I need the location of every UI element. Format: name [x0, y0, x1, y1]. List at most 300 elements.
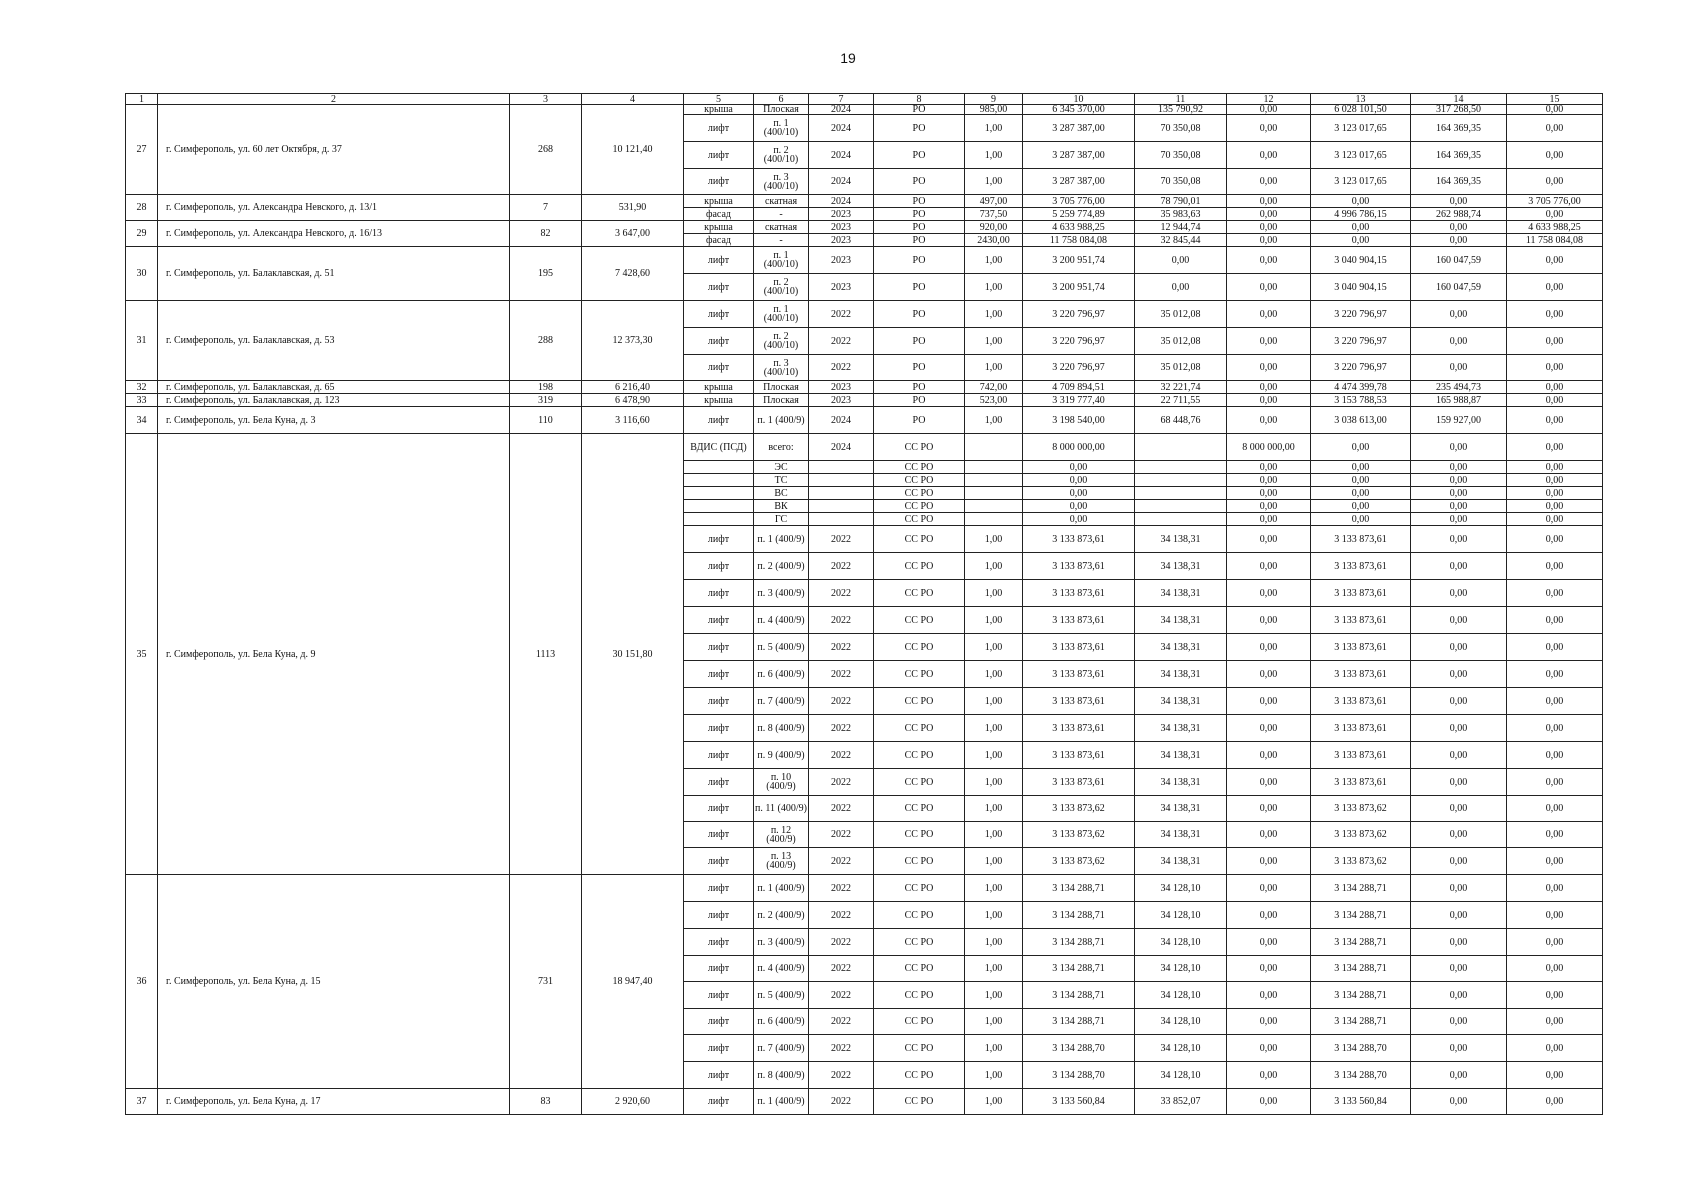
cell-col-13: 3 133 873,61	[1311, 580, 1411, 607]
cell-col-8: СС РО	[874, 526, 965, 553]
cell-col-11: 68 448,76	[1135, 407, 1227, 434]
cell-col-15: 0,00	[1507, 1062, 1603, 1089]
cell-col-11: 70 350,08	[1135, 115, 1227, 142]
cell-col-12: 0,00	[1227, 115, 1311, 142]
cell-col-6: п. 10 (400/9)	[754, 769, 809, 796]
cell-col-12: 0,00	[1227, 688, 1311, 715]
cell-col-15: 0,00	[1507, 169, 1603, 195]
apartments-cell: 110	[510, 407, 582, 434]
cell-col-5: лифт	[684, 407, 754, 434]
cell-col-9: 1,00	[965, 580, 1023, 607]
cell-col-15: 0,00	[1507, 513, 1603, 526]
cell-col-9: 1,00	[965, 902, 1023, 929]
address-cell: г. Симферополь, ул. Бела Куна, д. 9	[158, 434, 510, 875]
cell-col-10: 0,00	[1023, 500, 1135, 513]
row-number-cell: 36	[126, 875, 158, 1089]
cell-col-5: крыша	[684, 381, 754, 394]
cell-col-13: 3 220 796,97	[1311, 301, 1411, 328]
cell-col-14: 0,00	[1411, 195, 1507, 208]
cell-col-11	[1135, 487, 1227, 500]
column-header: 10	[1023, 94, 1135, 105]
cell-col-7: 2022	[809, 956, 874, 982]
cell-col-6: скатная	[754, 221, 809, 234]
cell-col-6: п. 1 (400/9)	[754, 875, 809, 902]
table-row	[126, 1089, 1603, 1115]
cell-col-10: 3 134 288,71	[1023, 956, 1135, 982]
cell-col-9: 1,00	[965, 607, 1023, 634]
cell-col-5	[684, 461, 754, 474]
cell-col-14: 0,00	[1411, 487, 1507, 500]
column-header: 7	[809, 94, 874, 105]
cell-col-12: 0,00	[1227, 381, 1311, 394]
cell-col-6: Плоская	[754, 381, 809, 394]
cell-col-9: 985,00	[965, 105, 1023, 115]
cell-col-13: 3 134 288,71	[1311, 875, 1411, 902]
cell-col-7: 2024	[809, 407, 874, 434]
cell-col-7: 2022	[809, 355, 874, 381]
cell-col-8: СС РО	[874, 1089, 965, 1115]
cell-col-5: лифт	[684, 115, 754, 142]
cell-col-14: 317 268,50	[1411, 105, 1507, 115]
cell-col-7: 2022	[809, 796, 874, 822]
cell-col-10: 3 133 873,61	[1023, 742, 1135, 769]
cell-col-12: 0,00	[1227, 929, 1311, 956]
cell-col-14: 0,00	[1411, 634, 1507, 661]
row-number-cell: 33	[126, 394, 158, 407]
cell-col-15: 0,00	[1507, 474, 1603, 487]
cell-col-11: 34 128,10	[1135, 929, 1227, 956]
cell-col-11: 33 852,07	[1135, 1089, 1227, 1115]
cell-col-11: 34 128,10	[1135, 1062, 1227, 1089]
cell-col-13: 3 133 873,61	[1311, 742, 1411, 769]
table-row	[126, 434, 1603, 461]
cell-col-7: 2022	[809, 634, 874, 661]
area-cell: 6 478,90	[582, 394, 684, 407]
cell-col-7: 2022	[809, 526, 874, 553]
cell-col-5: лифт	[684, 902, 754, 929]
cell-col-9: 1,00	[965, 688, 1023, 715]
cell-col-10: 5 259 774,89	[1023, 208, 1135, 221]
cell-col-12: 0,00	[1227, 956, 1311, 982]
cell-col-14: 0,00	[1411, 500, 1507, 513]
cell-col-8: СС РО	[874, 929, 965, 956]
cell-col-10: 3 220 796,97	[1023, 301, 1135, 328]
cell-col-8: СС РО	[874, 500, 965, 513]
cell-col-10: 3 134 288,71	[1023, 982, 1135, 1009]
cell-col-5: лифт	[684, 688, 754, 715]
cell-col-13: 3 133 873,61	[1311, 607, 1411, 634]
cell-col-13: 3 038 613,00	[1311, 407, 1411, 434]
cell-col-10: 3 319 777,40	[1023, 394, 1135, 407]
cell-col-12: 0,00	[1227, 474, 1311, 487]
cell-col-12: 0,00	[1227, 902, 1311, 929]
cell-col-14: 0,00	[1411, 526, 1507, 553]
column-header: 2	[158, 94, 510, 105]
cell-col-15: 0,00	[1507, 902, 1603, 929]
cell-col-8: СС РО	[874, 875, 965, 902]
cell-col-14: 0,00	[1411, 875, 1507, 902]
cell-col-7: 2023	[809, 247, 874, 274]
cell-col-13: 3 134 288,70	[1311, 1035, 1411, 1062]
cell-col-15: 0,00	[1507, 688, 1603, 715]
table-row	[126, 105, 1603, 115]
cell-col-6: п. 1 (400/10)	[754, 301, 809, 328]
cell-col-6: п. 1 (400/9)	[754, 526, 809, 553]
cell-col-10: 6 345 370,00	[1023, 105, 1135, 115]
cell-col-14: 0,00	[1411, 221, 1507, 234]
cell-col-12: 0,00	[1227, 742, 1311, 769]
cell-col-5: крыша	[684, 105, 754, 115]
cell-col-12: 0,00	[1227, 553, 1311, 580]
cell-col-8: СС РО	[874, 513, 965, 526]
cell-col-9: 1,00	[965, 742, 1023, 769]
cell-col-8: СС РО	[874, 902, 965, 929]
cell-col-15: 0,00	[1507, 1035, 1603, 1062]
cell-col-13: 3 134 288,71	[1311, 956, 1411, 982]
cell-col-11: 34 138,31	[1135, 715, 1227, 742]
cell-col-6: -	[754, 208, 809, 221]
cell-col-8: СС РО	[874, 769, 965, 796]
column-header: 3	[510, 94, 582, 105]
cell-col-11: 34 128,10	[1135, 956, 1227, 982]
cell-col-9: 1,00	[965, 274, 1023, 301]
cell-col-10: 0,00	[1023, 474, 1135, 487]
cell-col-5: крыша	[684, 195, 754, 208]
cell-col-15: 0,00	[1507, 929, 1603, 956]
cell-col-6: ВС	[754, 487, 809, 500]
cell-col-15: 0,00	[1507, 634, 1603, 661]
cell-col-12: 0,00	[1227, 105, 1311, 115]
cell-col-7: 2022	[809, 328, 874, 355]
cell-col-13: 3 133 560,84	[1311, 1089, 1411, 1115]
cell-col-14: 235 494,73	[1411, 381, 1507, 394]
cell-col-9: 1,00	[965, 1062, 1023, 1089]
cell-col-9: 497,00	[965, 195, 1023, 208]
cell-col-7: 2024	[809, 105, 874, 115]
cell-col-15: 0,00	[1507, 875, 1603, 902]
cell-col-9: 1,00	[965, 715, 1023, 742]
cell-col-15: 0,00	[1507, 580, 1603, 607]
cell-col-5: лифт	[684, 822, 754, 848]
cell-col-10: 3 198 540,00	[1023, 407, 1135, 434]
cell-col-7: 2023	[809, 394, 874, 407]
cell-col-5: лифт	[684, 715, 754, 742]
cell-col-7: 2023	[809, 274, 874, 301]
cell-col-11	[1135, 500, 1227, 513]
cell-col-8: РО	[874, 328, 965, 355]
cell-col-10: 3 705 776,00	[1023, 195, 1135, 208]
cell-col-13: 3 133 873,61	[1311, 634, 1411, 661]
cell-col-15: 0,00	[1507, 982, 1603, 1009]
cell-col-6: п. 7 (400/9)	[754, 1035, 809, 1062]
cell-col-5	[684, 487, 754, 500]
cell-col-9	[965, 434, 1023, 461]
cell-col-12: 0,00	[1227, 142, 1311, 169]
cell-col-6: п. 6 (400/9)	[754, 1009, 809, 1035]
cell-col-10: 3 200 951,74	[1023, 247, 1135, 274]
cell-col-8: СС РО	[874, 742, 965, 769]
cell-col-6: п. 2 (400/10)	[754, 142, 809, 169]
cell-col-13: 3 133 873,61	[1311, 688, 1411, 715]
column-header: 13	[1311, 94, 1411, 105]
cell-col-13: 3 153 788,53	[1311, 394, 1411, 407]
cell-col-7: 2023	[809, 221, 874, 234]
address-cell: г. Симферополь, ул. Бела Куна, д. 17	[158, 1089, 510, 1115]
cell-col-6: п. 8 (400/9)	[754, 1062, 809, 1089]
cell-col-9: 1,00	[965, 769, 1023, 796]
column-header: 1	[126, 94, 158, 105]
cell-col-6: п. 4 (400/9)	[754, 956, 809, 982]
cell-col-15: 0,00	[1507, 607, 1603, 634]
cell-col-8: РО	[874, 169, 965, 195]
cell-col-9: 737,50	[965, 208, 1023, 221]
column-header: 9	[965, 94, 1023, 105]
cell-col-13: 3 133 873,61	[1311, 661, 1411, 688]
cell-col-11: 0,00	[1135, 274, 1227, 301]
cell-col-14: 159 927,00	[1411, 407, 1507, 434]
address-cell: г. Симферополь, ул. 60 лет Октября, д. 37	[158, 105, 510, 195]
cell-col-11: 34 128,10	[1135, 1009, 1227, 1035]
cell-col-6: п. 11 (400/9)	[754, 796, 809, 822]
cell-col-8: СС РО	[874, 848, 965, 875]
cell-col-5: лифт	[684, 956, 754, 982]
cell-col-9: 1,00	[965, 848, 1023, 875]
column-header: 8	[874, 94, 965, 105]
cell-col-6: Плоская	[754, 105, 809, 115]
cell-col-14: 164 369,35	[1411, 115, 1507, 142]
cell-col-12: 0,00	[1227, 1089, 1311, 1115]
cell-col-9: 1,00	[965, 115, 1023, 142]
cell-col-15: 0,00	[1507, 526, 1603, 553]
cell-col-9: 1,00	[965, 956, 1023, 982]
cell-col-7: 2022	[809, 553, 874, 580]
cell-col-12: 0,00	[1227, 195, 1311, 208]
cell-col-15: 0,00	[1507, 301, 1603, 328]
cell-col-6: всего:	[754, 434, 809, 461]
cell-col-6: п. 1 (400/9)	[754, 1089, 809, 1115]
cell-col-13: 3 220 796,97	[1311, 328, 1411, 355]
cell-col-15: 0,00	[1507, 434, 1603, 461]
cell-col-9: 1,00	[965, 526, 1023, 553]
cell-col-14: 164 369,35	[1411, 169, 1507, 195]
cell-col-14: 0,00	[1411, 580, 1507, 607]
cell-col-8: СС РО	[874, 982, 965, 1009]
cell-col-6: п. 8 (400/9)	[754, 715, 809, 742]
area-cell: 30 151,80	[582, 434, 684, 875]
cell-col-10: 3 133 873,61	[1023, 580, 1135, 607]
cell-col-7	[809, 513, 874, 526]
cell-col-8: РО	[874, 407, 965, 434]
column-header: 15	[1507, 94, 1603, 105]
cell-col-10: 3 220 796,97	[1023, 355, 1135, 381]
cell-col-14: 0,00	[1411, 982, 1507, 1009]
cell-col-14: 0,00	[1411, 1089, 1507, 1115]
cell-col-7: 2024	[809, 169, 874, 195]
cell-col-6: п. 3 (400/10)	[754, 355, 809, 381]
cell-col-9	[965, 474, 1023, 487]
cell-col-12: 0,00	[1227, 208, 1311, 221]
cell-col-10: 3 133 873,61	[1023, 553, 1135, 580]
cell-col-10: 3 134 288,71	[1023, 929, 1135, 956]
cell-col-13: 3 133 873,61	[1311, 769, 1411, 796]
cell-col-15: 0,00	[1507, 328, 1603, 355]
cell-col-12: 0,00	[1227, 247, 1311, 274]
cell-col-10: 3 133 873,62	[1023, 848, 1135, 875]
cell-col-9: 742,00	[965, 381, 1023, 394]
cell-col-7: 2024	[809, 115, 874, 142]
cell-col-14: 0,00	[1411, 434, 1507, 461]
cell-col-5: крыша	[684, 221, 754, 234]
cell-col-5: лифт	[684, 355, 754, 381]
cell-col-10: 3 220 796,97	[1023, 328, 1135, 355]
cell-col-7	[809, 474, 874, 487]
cell-col-14: 0,00	[1411, 848, 1507, 875]
cell-col-10: 0,00	[1023, 487, 1135, 500]
cell-col-12: 0,00	[1227, 169, 1311, 195]
cell-col-12: 0,00	[1227, 500, 1311, 513]
cell-col-11: 34 138,31	[1135, 769, 1227, 796]
cell-col-14: 0,00	[1411, 796, 1507, 822]
cell-col-12: 0,00	[1227, 580, 1311, 607]
cell-col-5: лифт	[684, 875, 754, 902]
area-cell: 6 216,40	[582, 381, 684, 394]
cell-col-10: 3 133 873,61	[1023, 661, 1135, 688]
address-cell: г. Симферополь, ул. Балаклавская, д. 65	[158, 381, 510, 394]
cell-col-9: 1,00	[965, 1089, 1023, 1115]
cell-col-12: 0,00	[1227, 1035, 1311, 1062]
cell-col-12: 0,00	[1227, 221, 1311, 234]
cell-col-6: п. 1 (400/9)	[754, 407, 809, 434]
cell-col-13: 6 028 101,50	[1311, 105, 1411, 115]
cell-col-13: 0,00	[1311, 195, 1411, 208]
cell-col-9: 2430,00	[965, 234, 1023, 247]
cell-col-13: 3 134 288,71	[1311, 1009, 1411, 1035]
cell-col-14: 0,00	[1411, 956, 1507, 982]
cell-col-12: 0,00	[1227, 526, 1311, 553]
cell-col-13: 3 134 288,71	[1311, 982, 1411, 1009]
cell-col-10: 3 133 873,61	[1023, 634, 1135, 661]
cell-col-5: фасад	[684, 234, 754, 247]
cell-col-5: ВДИС (ПСД)	[684, 434, 754, 461]
cell-col-5: лифт	[684, 328, 754, 355]
cell-col-8: СС РО	[874, 553, 965, 580]
header-row	[126, 94, 1603, 105]
cell-col-9	[965, 461, 1023, 474]
cell-col-14: 0,00	[1411, 661, 1507, 688]
column-header: 5	[684, 94, 754, 105]
cell-col-12: 0,00	[1227, 355, 1311, 381]
cell-col-15: 3 705 776,00	[1507, 195, 1603, 208]
address-cell: г. Симферополь, ул. Балаклавская, д. 51	[158, 247, 510, 301]
cell-col-10: 3 133 873,61	[1023, 769, 1135, 796]
cell-col-10: 3 133 560,84	[1023, 1089, 1135, 1115]
cell-col-8: СС РО	[874, 1035, 965, 1062]
cell-col-8: СС РО	[874, 796, 965, 822]
cell-col-9	[965, 513, 1023, 526]
cell-col-8: РО	[874, 115, 965, 142]
cell-col-14: 160 047,59	[1411, 274, 1507, 301]
cell-col-14: 0,00	[1411, 715, 1507, 742]
cell-col-12: 0,00	[1227, 487, 1311, 500]
cell-col-15: 0,00	[1507, 381, 1603, 394]
cell-col-11: 34 138,31	[1135, 553, 1227, 580]
cell-col-11: 34 128,10	[1135, 982, 1227, 1009]
cell-col-9: 1,00	[965, 328, 1023, 355]
cell-col-5: лифт	[684, 274, 754, 301]
apartments-cell: 198	[510, 381, 582, 394]
cell-col-9: 1,00	[965, 169, 1023, 195]
cell-col-11: 34 138,31	[1135, 742, 1227, 769]
cell-col-7: 2022	[809, 301, 874, 328]
cell-col-14: 0,00	[1411, 769, 1507, 796]
cell-col-14: 0,00	[1411, 929, 1507, 956]
cell-col-10: 3 287 387,00	[1023, 115, 1135, 142]
cell-col-10: 0,00	[1023, 513, 1135, 526]
cell-col-6: п. 3 (400/10)	[754, 169, 809, 195]
cell-col-15: 0,00	[1507, 742, 1603, 769]
cell-col-13: 0,00	[1311, 434, 1411, 461]
cell-col-10: 3 133 873,62	[1023, 796, 1135, 822]
cell-col-15: 0,00	[1507, 487, 1603, 500]
cell-col-5: лифт	[684, 580, 754, 607]
cell-col-13: 3 133 873,61	[1311, 715, 1411, 742]
column-header: 12	[1227, 94, 1311, 105]
works-table	[125, 93, 1603, 1115]
cell-col-14: 0,00	[1411, 1062, 1507, 1089]
cell-col-6: п. 5 (400/9)	[754, 982, 809, 1009]
cell-col-14: 0,00	[1411, 1009, 1507, 1035]
cell-col-7	[809, 461, 874, 474]
row-number-cell: 37	[126, 1089, 158, 1115]
cell-col-6: Плоская	[754, 394, 809, 407]
cell-col-11: 34 138,31	[1135, 796, 1227, 822]
cell-col-6: ТС	[754, 474, 809, 487]
cell-col-13: 0,00	[1311, 461, 1411, 474]
cell-col-13: 0,00	[1311, 221, 1411, 234]
cell-col-12: 0,00	[1227, 328, 1311, 355]
cell-col-5: лифт	[684, 848, 754, 875]
area-cell: 531,90	[582, 195, 684, 221]
apartments-cell: 82	[510, 221, 582, 247]
cell-col-6: ГС	[754, 513, 809, 526]
cell-col-10: 0,00	[1023, 461, 1135, 474]
cell-col-5: крыша	[684, 394, 754, 407]
cell-col-7: 2024	[809, 195, 874, 208]
cell-col-12: 0,00	[1227, 848, 1311, 875]
cell-col-14: 0,00	[1411, 355, 1507, 381]
cell-col-11: 34 128,10	[1135, 875, 1227, 902]
cell-col-10: 3 134 288,70	[1023, 1062, 1135, 1089]
cell-col-13: 3 134 288,71	[1311, 929, 1411, 956]
cell-col-5: лифт	[684, 247, 754, 274]
cell-col-5: лифт	[684, 742, 754, 769]
cell-col-7: 2023	[809, 381, 874, 394]
cell-col-7	[809, 487, 874, 500]
cell-col-15: 0,00	[1507, 247, 1603, 274]
cell-col-13: 3 133 873,62	[1311, 848, 1411, 875]
cell-col-12: 0,00	[1227, 769, 1311, 796]
cell-col-7: 2022	[809, 580, 874, 607]
cell-col-5: лифт	[684, 769, 754, 796]
cell-col-14: 0,00	[1411, 328, 1507, 355]
cell-col-13: 3 040 904,15	[1311, 274, 1411, 301]
cell-col-15: 0,00	[1507, 661, 1603, 688]
cell-col-8: СС РО	[874, 474, 965, 487]
cell-col-8: СС РО	[874, 688, 965, 715]
cell-col-14: 0,00	[1411, 1035, 1507, 1062]
cell-col-14: 262 988,74	[1411, 208, 1507, 221]
cell-col-8: РО	[874, 208, 965, 221]
